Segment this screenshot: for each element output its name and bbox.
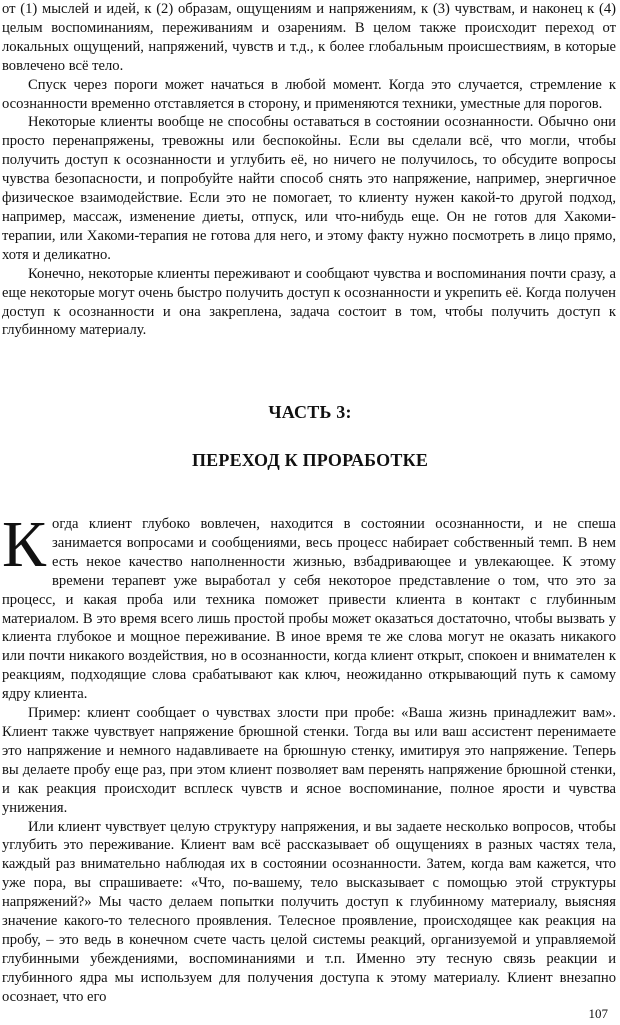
- part-title: ПЕРЕХОД К ПРОРАБОТКЕ: [191, 450, 429, 470]
- page-number: 107: [588, 1006, 608, 1021]
- paragraph: Или клиент чувствует целую структуру напряжения, и вы задаете несколько вопросов, чтобы углубить это переживание. Клиент вам всё рассказывает об ощущениях в разных частях тела, каждый раз внимательно наблюдая их в состоянии осознанности. Затем, когда вам кажется, что уже пора, вы спрашиваете: «Что, по-вашему, тело высказывает с помощью этой структуры напряжений?» Мы часто делаем попытки получить доступ к глубинному материалу, выясняя значение какого-то телесного проявления. Телесное проявление, происходящее как реакция на пробу, – это ведь в конечном счете часть целой системы реакций, организуемой и управляемой глубинными убеждениями, воспоминаниями и т.п. Именно эту тесную связь реакции и глубинного ядра мы используем для получения доступа к этому материалу. Клиент внезапно осознает, что его: [2, 818, 616, 1005]
- paragraph: Пример: клиент сообщает о чувствах злости при пробе: «Ваша жизнь принадлежит вам». Клиент также чувствует напряжение брюшной стенки. Тогда вы или ваш ассистент перенимаете это напряжение и немного надавливаете на брюшную стенку, имитируя это напряжение. Теперь вы делаете пробу еще раз, при этом клиент позволяет вам перенять напряжение брюшной стенки, и как реакция происходит всплеск чувств и ясное воспоминание, полное ярости и чувства унижения.: [2, 705, 616, 816]
- paragraph: от (1) мыслей и идей, к (2) образам, ощущениям и напряжениям, к (3) чувствам, и наконец к (4) целым воспоминаниям, переживаниям и озарениям. В целом также происходит переход от локальных ощущений, напряжений, чувств и т.д., к более глобальным происшествиям, в которые вовлечено всё тело.: [2, 1, 616, 74]
- paragraph: Некоторые клиенты вообще не способны оставаться в состоянии осознанности. Обычно они просто перенапряжены, тревожны или беспокойны. Если вы сделали всё, что могли, чтобы получить доступ к осознанности и углубить её, но ничего не получилось, то обсудите вопросы чувства безопасности, и попробуйте найти способ снять это напряжение, например, энергичное физическое взаимодействие. Если это не помогает, то клиенту нужен какой-то другой подход, например, массаж, изменение диеты, отпуск, или что-нибудь еще. Он не готов для Хакоми-терапии, или Хакоми-терапия не готова для него, и этому факту нужно посмотреть в лицо прямо, хотя и деликатно.: [2, 114, 616, 263]
- bottom-text-block: [2, 508, 616, 1007]
- top-text-block: [2, 0, 616, 340]
- paragraph: Конечно, некоторые клиенты переживают и сообщают чувства и воспоминания почти сразу, а еще некоторые могут очень быстро получить доступ к осознанности и укрепить её. Когда получен доступ к осознанности и она закреплена, задача состоит в том, чтобы получить доступ к глубинному материалу.: [2, 265, 616, 339]
- drop-cap: К: [2, 508, 47, 581]
- first-paragraph-text: огда клиент глубоко вовлечен, находится в состоянии осознанности, и не спеша занимается вопросами и сообщениями, весь процесс набирает собственный темп. В нем есть некое качество наполненности жизнью, взбадривающее и увлекающее. К этому времени терапевт уже выработал у себя некоторое представление о том, что это за процесс, и какая проба или техника поможет привести клиента в контакт с глубинным материалом. В это время всего лишь простой пробы может оказаться достаточно, чтобы вызвать у клиента глубокое и мощное переживание. В иное время те же слова могут не оказать никакого или почти никакого воздействия, но в осознанности, когда клиент открыт, спокоен и внимателен к реакциям, подходящие слова срабатывают как ключ, неожиданно открывающий путь к самому ядру клиента.: [2, 516, 616, 703]
- first-paragraph: [2, 508, 616, 704]
- paragraph: Спуск через пороги может начаться в любой момент. Когда это случается, стремление к осознанности временно отставляется в сторону, и применяются техники, уместные для порогов.: [2, 76, 616, 112]
- part-heading: ЧАСТЬ 3:: [268, 402, 352, 422]
